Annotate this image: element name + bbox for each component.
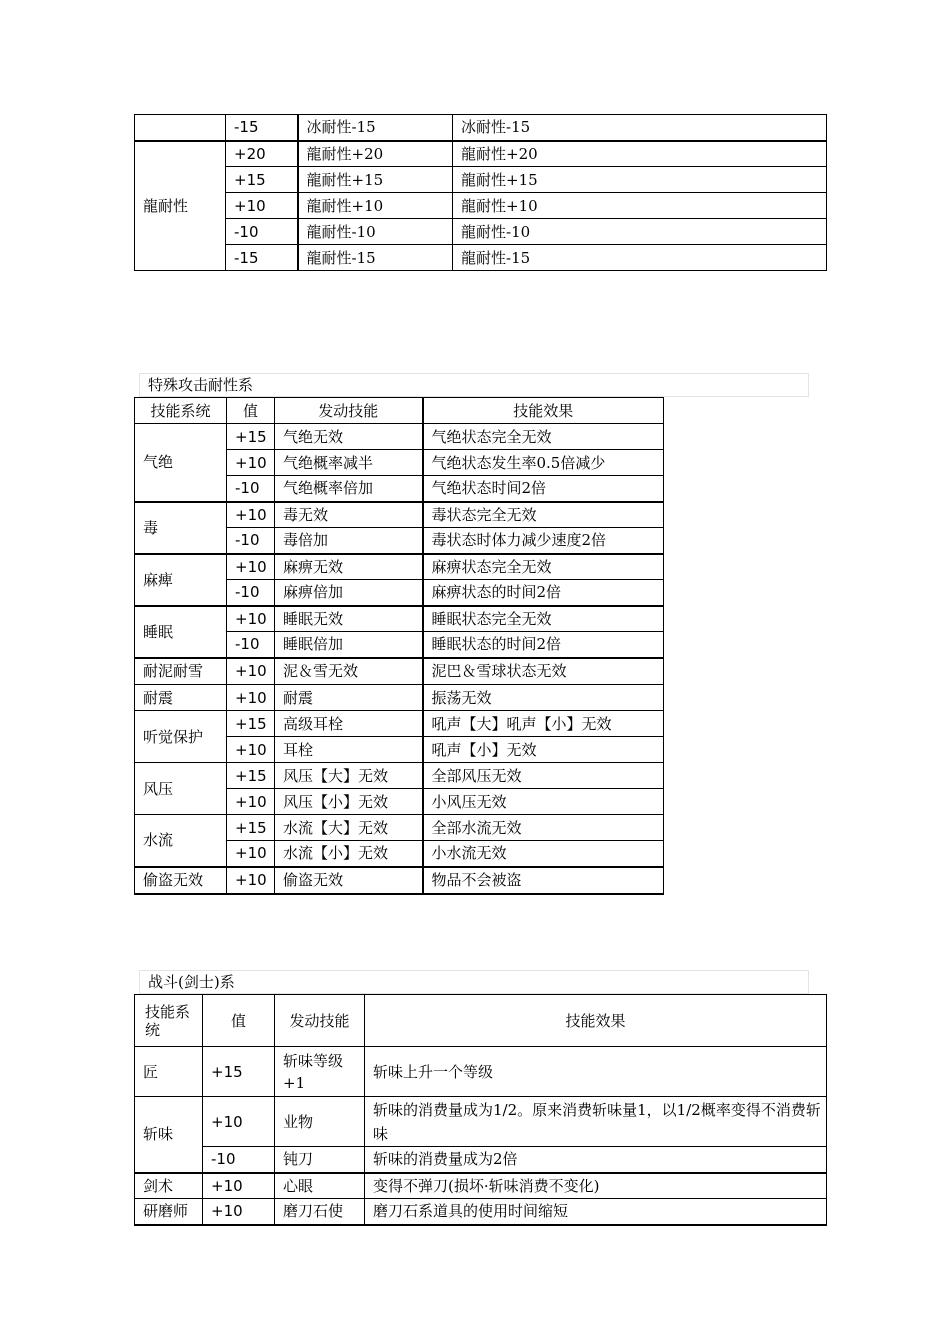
skill-system-cell: 龍耐性 <box>135 141 226 271</box>
value-cell: +15 <box>227 711 275 737</box>
skill-cell: 耳栓 <box>275 737 423 763</box>
skill-cell: 磨刀石使 <box>275 1199 365 1225</box>
value-cell: +15 <box>203 1047 275 1097</box>
skill-cell: 水流【小】无效 <box>275 841 423 867</box>
skill-cell: 钝刀 <box>275 1147 365 1173</box>
value-cell: +10 <box>227 450 275 476</box>
header-effect: 技能效果 <box>423 398 664 424</box>
effect-cell: 斩味的消费量成为2倍 <box>365 1147 827 1173</box>
skill-cell: 龍耐性-15 <box>298 245 453 271</box>
value-cell: +10 <box>227 685 275 711</box>
skill-cell: 毒倍加 <box>275 528 423 554</box>
table-row <box>135 502 664 528</box>
header-skill-system: 技能系统 <box>135 995 203 1047</box>
skill-system-cell <box>135 115 226 141</box>
skill-cell: 麻痹倍加 <box>275 580 423 606</box>
table-row <box>135 606 664 632</box>
value-cell: +10 <box>227 606 275 632</box>
skill-cell: 心眼 <box>275 1173 365 1199</box>
effect-cell: 龍耐性-15 <box>453 245 827 271</box>
skill-system-cell: 斩味 <box>135 1097 203 1173</box>
value-cell: -10 <box>227 632 275 658</box>
header-value: 值 <box>203 995 275 1047</box>
header-skill-system: 技能系统 <box>135 398 227 424</box>
effect-cell: 全部水流无效 <box>423 815 664 841</box>
skill-cell: 龍耐性+20 <box>298 141 453 167</box>
skill-system-cell: 剑术 <box>135 1173 203 1199</box>
resistance-table <box>134 114 827 271</box>
skill-cell: 偷盗无效 <box>275 867 423 894</box>
skill-cell: 风压【大】无效 <box>275 763 423 789</box>
header-skill: 发动技能 <box>275 995 365 1047</box>
value-cell: -10 <box>227 528 275 554</box>
effect-cell: 气绝状态发生率0.5倍减少 <box>423 450 664 476</box>
value-cell: +10 <box>227 554 275 580</box>
table-row <box>135 245 827 271</box>
skill-system-cell: 毒 <box>135 502 227 554</box>
value-cell: +15 <box>226 167 298 193</box>
effect-cell: 气绝状态完全无效 <box>423 424 664 450</box>
table-row <box>135 424 664 450</box>
table-row <box>135 193 827 219</box>
value-cell: +10 <box>227 789 275 815</box>
value-cell: -10 <box>203 1147 275 1173</box>
skill-cell: 业物 <box>275 1097 365 1147</box>
skill-system-cell: 风压 <box>135 763 227 815</box>
table-row <box>135 115 827 141</box>
effect-cell: 斩味的消费量成为1/2。原来消费斩味量1，以1/2概率变得不消费斩味 <box>365 1097 827 1147</box>
skill-system-cell: 耐震 <box>135 685 227 711</box>
effect-cell: 龍耐性-10 <box>453 219 827 245</box>
skill-cell: 龍耐性+10 <box>298 193 453 219</box>
table-caption: 战斗(剑士)系 <box>139 970 809 994</box>
effect-cell: 龍耐性+15 <box>453 167 827 193</box>
effect-cell: 小风压无效 <box>423 789 664 815</box>
skill-system-cell: 耐泥耐雪 <box>135 658 227 685</box>
skill-cell: 斩味等级+1 <box>275 1047 365 1097</box>
skill-system-cell: 偷盗无效 <box>135 867 227 894</box>
skill-cell: 高级耳栓 <box>275 711 423 737</box>
value-cell: +10 <box>227 502 275 528</box>
effect-cell: 睡眠状态完全无效 <box>423 606 664 632</box>
skill-cell: 麻痹无效 <box>275 554 423 580</box>
table-row <box>135 1147 827 1173</box>
effect-cell: 磨刀石系道具的使用时间缩短 <box>365 1199 827 1225</box>
table-row <box>135 815 664 841</box>
value-cell: +15 <box>227 815 275 841</box>
table-row <box>135 1199 827 1225</box>
table-row <box>135 554 664 580</box>
value-cell: +10 <box>226 193 298 219</box>
table-header-row <box>135 398 664 424</box>
effect-cell: 睡眠状态的时间2倍 <box>423 632 664 658</box>
value-cell: -10 <box>227 580 275 606</box>
table-header-row <box>135 995 827 1047</box>
effect-cell: 吼声【小】无效 <box>423 737 664 763</box>
table-row <box>135 867 664 894</box>
value-cell: +10 <box>203 1199 275 1225</box>
skill-system-cell: 研磨师 <box>135 1199 203 1225</box>
header-skill: 发动技能 <box>275 398 423 424</box>
skill-cell: 耐震 <box>275 685 423 711</box>
table-row <box>135 1047 827 1097</box>
table-row <box>135 763 664 789</box>
value-cell: +10 <box>203 1173 275 1199</box>
effect-cell: 麻痹状态完全无效 <box>423 554 664 580</box>
effect-cell: 麻痹状态的时间2倍 <box>423 580 664 606</box>
skill-cell: 泥＆雪无效 <box>275 658 423 685</box>
combat-swordsman-table <box>134 994 827 1226</box>
skill-cell: 睡眠无效 <box>275 606 423 632</box>
effect-cell: 毒状态完全无效 <box>423 502 664 528</box>
effect-cell: 毒状态时体力减少速度2倍 <box>423 528 664 554</box>
skill-system-cell: 匠 <box>135 1047 203 1097</box>
value-cell: +20 <box>226 141 298 167</box>
table-caption: 特殊攻击耐性系 <box>139 373 809 397</box>
skill-cell: 气绝概率减半 <box>275 450 423 476</box>
skill-cell: 风压【小】无效 <box>275 789 423 815</box>
effect-cell: 龍耐性+20 <box>453 141 827 167</box>
skill-cell: 气绝概率倍加 <box>275 476 423 502</box>
skill-system-cell: 听觉保护 <box>135 711 227 763</box>
table-row <box>135 1097 827 1147</box>
skill-system-cell: 睡眠 <box>135 606 227 658</box>
value-cell: +10 <box>227 867 275 894</box>
skill-cell: 冰耐性-15 <box>298 115 453 141</box>
table-row <box>135 658 664 685</box>
effect-cell: 物品不会被盗 <box>423 867 664 894</box>
skill-system-cell: 气绝 <box>135 424 227 502</box>
effect-cell: 振荡无效 <box>423 685 664 711</box>
effect-cell: 冰耐性-15 <box>453 115 827 141</box>
value-cell: +15 <box>227 424 275 450</box>
value-cell: -10 <box>226 219 298 245</box>
value-cell: -15 <box>226 245 298 271</box>
value-cell: -15 <box>226 115 298 141</box>
value-cell: +10 <box>227 658 275 685</box>
effect-cell: 吼声【大】吼声【小】无效 <box>423 711 664 737</box>
value-cell: -10 <box>227 476 275 502</box>
table-row <box>135 219 827 245</box>
skill-system-cell: 水流 <box>135 815 227 867</box>
value-cell: +10 <box>227 841 275 867</box>
effect-cell: 气绝状态时间2倍 <box>423 476 664 502</box>
table-row <box>135 1173 827 1199</box>
skill-cell: 气绝无效 <box>275 424 423 450</box>
skill-cell: 龍耐性+15 <box>298 167 453 193</box>
table-row <box>135 167 827 193</box>
table-row <box>135 141 827 167</box>
table-row <box>135 685 664 711</box>
value-cell: +10 <box>227 737 275 763</box>
effect-cell: 全部风压无效 <box>423 763 664 789</box>
value-cell: +10 <box>203 1097 275 1147</box>
skill-cell: 龍耐性-10 <box>298 219 453 245</box>
effect-cell: 泥巴＆雪球状态无效 <box>423 658 664 685</box>
skill-cell: 水流【大】无效 <box>275 815 423 841</box>
skill-system-cell: 麻痺 <box>135 554 227 606</box>
effect-cell: 斩味上升一个等级 <box>365 1047 827 1097</box>
skill-cell: 睡眠倍加 <box>275 632 423 658</box>
value-cell: +15 <box>227 763 275 789</box>
effect-cell: 小水流无效 <box>423 841 664 867</box>
table-row <box>135 711 664 737</box>
special-resistance-table <box>134 397 664 895</box>
header-effect: 技能效果 <box>365 995 827 1047</box>
effect-cell: 变得不弹刀(损坏·斩味消费不变化) <box>365 1173 827 1199</box>
effect-cell: 龍耐性+10 <box>453 193 827 219</box>
skill-cell: 毒无效 <box>275 502 423 528</box>
header-value: 值 <box>227 398 275 424</box>
